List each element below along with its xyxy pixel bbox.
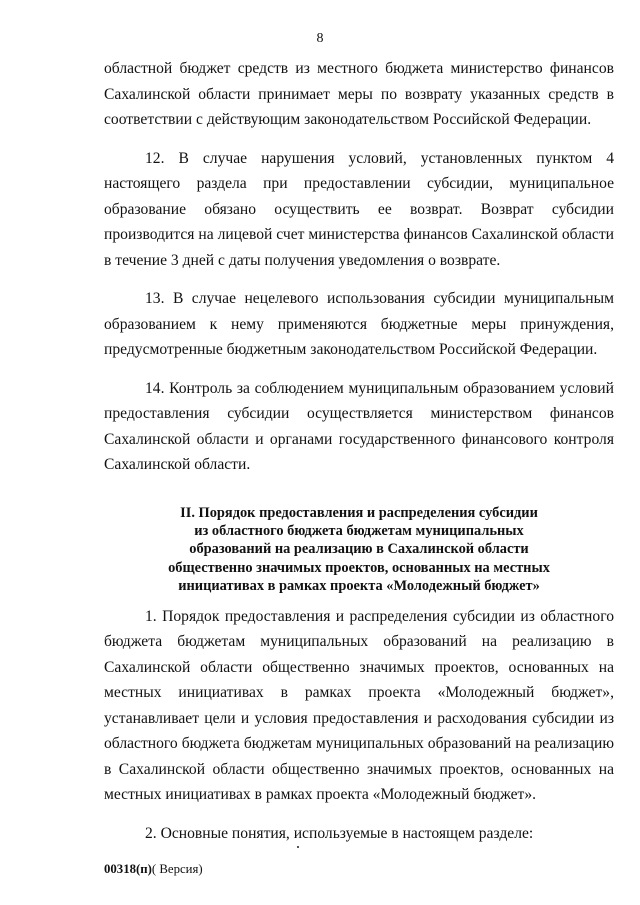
page-number: 8: [316, 31, 324, 46]
document-body: [104, 56, 614, 846]
paragraph-13: 13. В случае нецелевого использования субсидии муниципальным образованием к нему применяются бюджетные меры принуждения, предусмотренные бюджетным законодательством Российской Федерации.: [104, 290, 614, 358]
scan-speck: [297, 846, 299, 848]
section-heading-line: общественно значимых проектов, основанных на местных: [168, 559, 550, 576]
section-paragraph-2: 2. Основные понятия, используемые в настоящем разделе:: [145, 824, 534, 842]
paragraph-14: 14. Контроль за соблюдением муниципальным образованием условий предоставления субсидии осуществляется министерством финансов Сахалинской области и органами государственного финансового контроля Сахалинской области.: [104, 379, 614, 473]
footer-code: 00318(п): [104, 862, 152, 876]
section-paragraph-1: 1. Порядок предоставления и распределения субсидии из областного бюджета бюджетам муниципальных образований на реализацию в Сахалинской области общественно значимых проектов, основанных на местных инициативах в рамках проекта «Молодежный бюджет», устанавливает цели и условия предоставления и расходования субсидии из областного бюджета бюджетам муниципальных образований на реализацию в Сахалинской области общественно значимых проектов, основанных на местных инициативах в рамках проекта «Молодежный бюджет».: [104, 607, 614, 804]
paragraph-continuation: областной бюджет средств из местного бюджета министерство финансов Сахалинской области принимает меры по возврату указанных средств в соответствии с действующим законодательством Российской Федерации.: [104, 60, 614, 128]
section-heading-line: инициативах в рамках проекта «Молодежный бюджет»: [178, 578, 540, 595]
paragraph-12: 12. В случае нарушения условий, установленных пунктом 4 настоящего раздела при предоставлении субсидии, муниципальное образование обязано осуществить ее возврат. Возврат субсидии производится на лицевой счет министерства финансов Сахалинской области в течение 3 дней с даты получения уведомления о возврате.: [104, 149, 614, 269]
section-heading: [104, 504, 614, 596]
section-heading-line: образований на реализацию в Сахалинской области: [189, 541, 529, 558]
section-heading-line: II. Порядок предоставления и распределения субсидии: [180, 504, 538, 521]
footer-version: ( Версия): [151, 862, 203, 876]
footer-document-code: [104, 862, 203, 877]
section-heading-line: из областного бюджета бюджетам муниципальных: [194, 522, 524, 539]
